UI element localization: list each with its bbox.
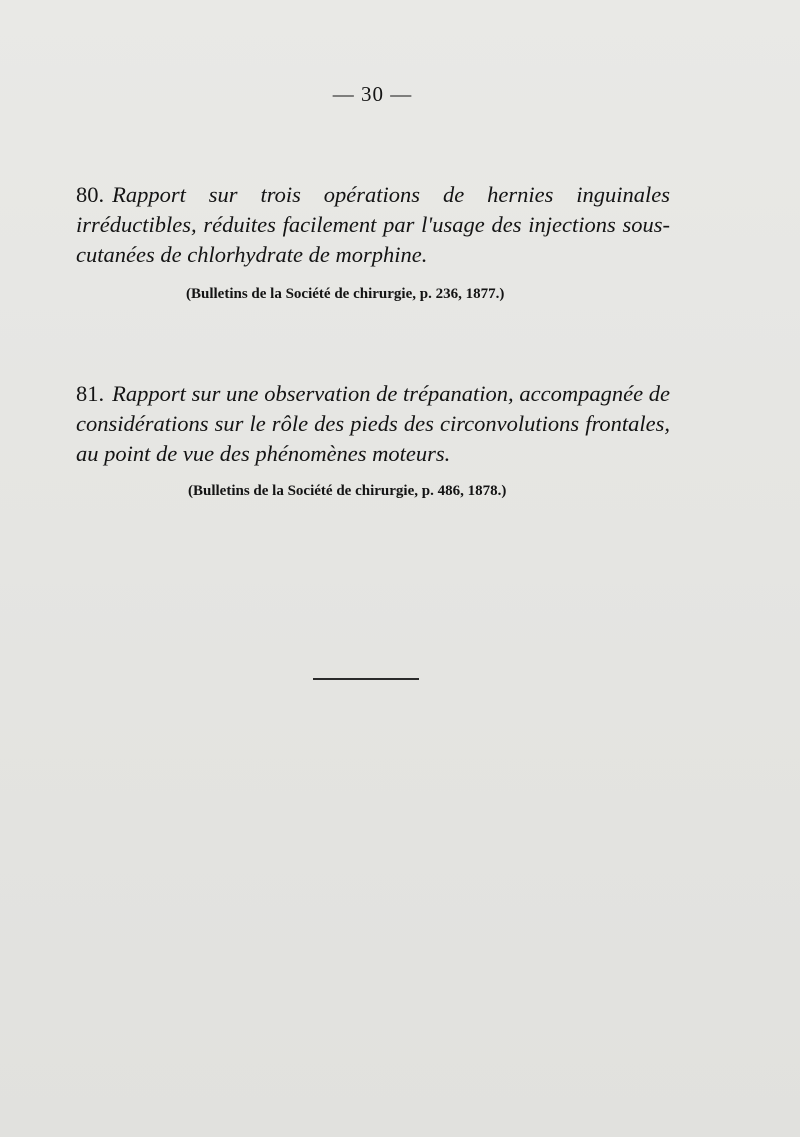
- section-divider: [313, 678, 419, 680]
- entry-title-block: [76, 379, 670, 469]
- entry-number: 81.: [76, 381, 105, 406]
- bibliography-entry: [76, 379, 670, 499]
- entry-title-block: [76, 180, 670, 270]
- bibliography-entry: [76, 180, 670, 302]
- entry-title: Rapport sur une observation de trépanation, accompagnée de considérations sur le rôle des pieds des circonvolutions frontales, au point de vue des phénomènes moteurs.: [76, 381, 670, 466]
- entry-title: Rapport sur trois opérations de hernies inguinales irréductibles, réduites facilement par l'usage des injections sous-cutanées de chlorhydrate de morphine.: [76, 182, 670, 267]
- page-number: — 30 —: [332, 82, 413, 106]
- entry-reference: (Bulletins de la Société de chirurgie, p. 236, 1877.): [186, 286, 505, 302]
- entry-number: 80.: [76, 182, 105, 207]
- entry-reference: (Bulletins de la Société de chirurgie, p. 486, 1878.): [188, 483, 507, 499]
